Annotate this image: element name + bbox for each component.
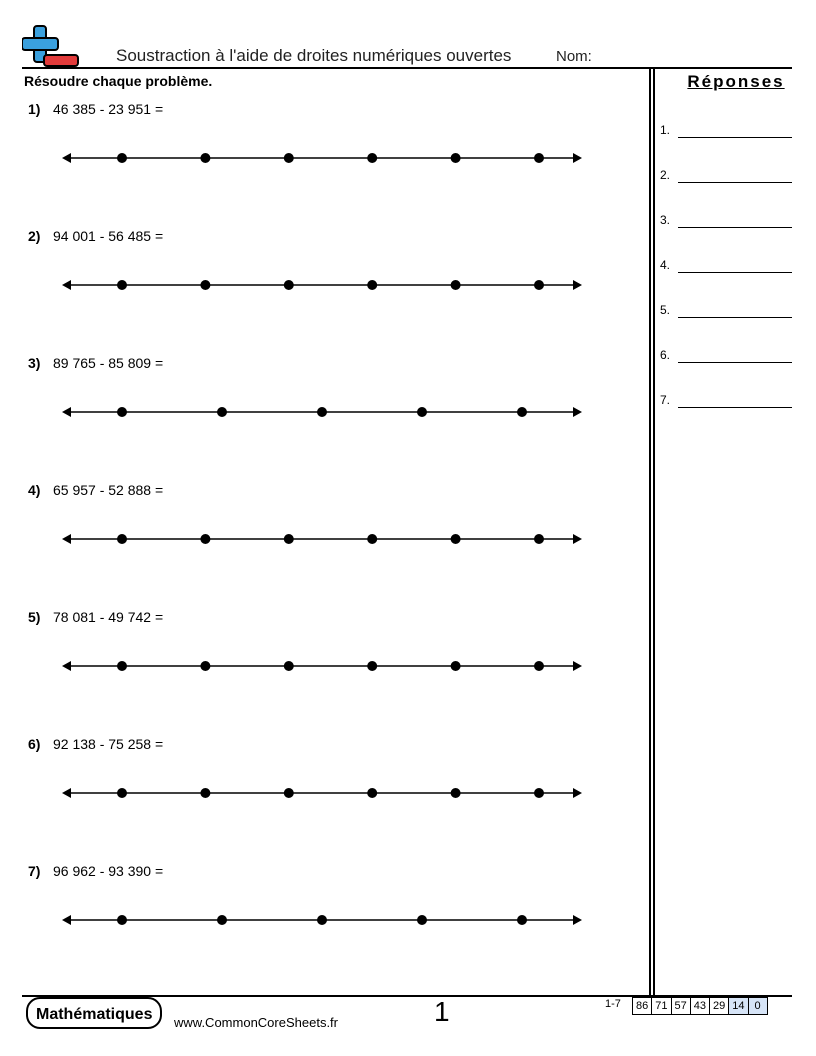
number-line-point (284, 534, 294, 544)
number-line-point (284, 661, 294, 671)
number-line-point (117, 407, 127, 417)
answer-blank[interactable] (678, 272, 792, 273)
number-line-point (517, 407, 527, 417)
open-number-line[interactable] (62, 529, 582, 549)
number-line-point (284, 788, 294, 798)
problem (28, 228, 163, 244)
answer-blank[interactable] (678, 407, 792, 408)
left-arrow-icon (62, 280, 71, 290)
number-line-point (200, 534, 210, 544)
number-line-point (534, 788, 544, 798)
number-line-point (451, 534, 461, 544)
number-line-point (284, 280, 294, 290)
name-label: Nom: (556, 48, 592, 65)
number-line-point (417, 407, 427, 417)
problem-expression: 94 001 - 56 485 = (53, 228, 164, 244)
problem (28, 609, 163, 625)
right-arrow-icon (573, 534, 582, 544)
right-arrow-icon (573, 915, 582, 925)
number-line-point (117, 661, 127, 671)
number-line-point (367, 153, 377, 163)
score-key-cell: 86 (632, 997, 652, 1015)
score-key-cell: 71 (651, 997, 671, 1015)
number-line-point (367, 534, 377, 544)
number-line-point (200, 788, 210, 798)
number-line-point (367, 661, 377, 671)
number-line-point (117, 915, 127, 925)
open-number-line[interactable] (62, 783, 582, 803)
number-line-point (284, 153, 294, 163)
answer-blank[interactable] (678, 182, 792, 183)
number-line-point (534, 280, 544, 290)
number-line-point (534, 661, 544, 671)
left-arrow-icon (62, 915, 71, 925)
column-divider (649, 67, 651, 996)
left-arrow-icon (62, 534, 71, 544)
problem-number: 2) (28, 228, 41, 244)
number-line-point (317, 407, 327, 417)
problem-expression: 96 962 - 93 390 = (53, 863, 164, 879)
column-divider-inner (653, 67, 655, 996)
number-line-point (217, 915, 227, 925)
problem-number: 3) (28, 355, 41, 371)
left-arrow-icon (62, 661, 71, 671)
site-url: www.CommonCoreSheets.fr (174, 1015, 338, 1030)
left-arrow-icon (62, 153, 71, 163)
problem (28, 863, 163, 879)
number-line-point (200, 153, 210, 163)
page-number: 1 (434, 996, 450, 1027)
problem-expression: 92 138 - 75 258 = (53, 736, 164, 752)
problem-expression: 89 765 - 85 809 = (53, 355, 164, 371)
plus-minus-logo-icon (22, 24, 80, 68)
right-arrow-icon (573, 788, 582, 798)
answer-blank[interactable] (678, 362, 792, 363)
open-number-line[interactable] (62, 148, 582, 168)
number-line-point (517, 915, 527, 925)
number-line-point (117, 534, 127, 544)
problem-number: 7) (28, 863, 41, 879)
problem (28, 355, 163, 371)
open-number-line[interactable] (62, 656, 582, 676)
number-line-point (117, 280, 127, 290)
answer-blank[interactable] (678, 137, 792, 138)
header-divider (22, 67, 792, 69)
problem (28, 736, 163, 752)
right-arrow-icon (573, 280, 582, 290)
problem (28, 482, 163, 498)
answer-number: 2. (660, 168, 671, 182)
number-line-point (367, 280, 377, 290)
right-arrow-icon (573, 661, 582, 671)
problem-expression: 65 957 - 52 888 = (53, 482, 164, 498)
answer-number: 5. (660, 303, 671, 317)
problem-number: 5) (28, 609, 41, 625)
answer-number: 6. (660, 348, 671, 362)
score-key-cell: 0 (748, 997, 768, 1015)
answer-blank[interactable] (678, 227, 792, 228)
problem (28, 101, 163, 117)
number-line-point (417, 915, 427, 925)
problem-expression: 78 081 - 49 742 = (53, 609, 164, 625)
answer-blank[interactable] (678, 317, 792, 318)
right-arrow-icon (573, 153, 582, 163)
answer-number: 4. (660, 258, 671, 272)
subject-badge: Mathématiques (26, 997, 162, 1029)
problem-range: 1-7 (605, 998, 621, 1010)
number-line-point (451, 153, 461, 163)
left-arrow-icon (62, 407, 71, 417)
left-arrow-icon (62, 788, 71, 798)
number-line-point (117, 153, 127, 163)
score-key-cell: 29 (709, 997, 729, 1015)
answers-title: Réponses (687, 72, 785, 91)
number-line-point (534, 534, 544, 544)
answer-number: 1. (660, 123, 671, 137)
open-number-line[interactable] (62, 275, 582, 295)
number-line-point (217, 407, 227, 417)
problem-expression: 46 385 - 23 951 = (53, 101, 164, 117)
score-key-cell: 43 (690, 997, 710, 1015)
number-line-point (451, 661, 461, 671)
page-title: Soustraction à l'aide de droites numériques ouvertes (116, 46, 512, 65)
score-key (633, 997, 768, 1015)
open-number-line[interactable] (62, 910, 582, 930)
problem-number: 4) (28, 482, 41, 498)
number-line-point (317, 915, 327, 925)
number-line-point (451, 788, 461, 798)
score-key-cell: 14 (728, 997, 748, 1015)
number-line-point (200, 661, 210, 671)
number-line-point (451, 280, 461, 290)
right-arrow-icon (573, 407, 582, 417)
open-number-line[interactable] (62, 402, 582, 422)
number-line-point (117, 788, 127, 798)
problem-number: 6) (28, 736, 41, 752)
answer-number: 7. (660, 393, 671, 407)
answer-number: 3. (660, 213, 671, 227)
score-key-cell: 57 (671, 997, 691, 1015)
number-line-point (367, 788, 377, 798)
problem-number: 1) (28, 101, 41, 117)
number-line-point (200, 280, 210, 290)
number-line-point (534, 153, 544, 163)
instructions: Résoudre chaque problème. (24, 73, 213, 89)
